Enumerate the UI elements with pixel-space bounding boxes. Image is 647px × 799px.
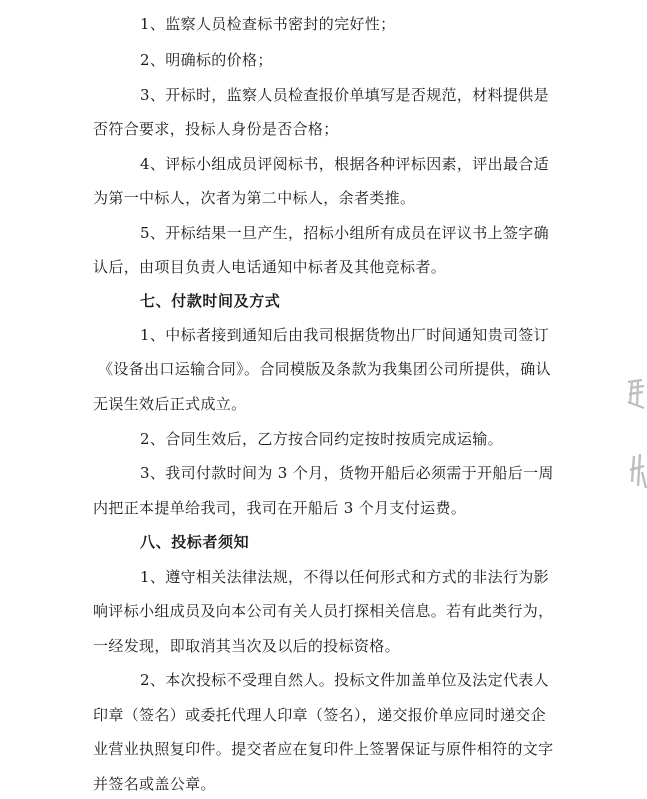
paragraph-line: 内把正本提单给我司，我司在开船后 3 个月支付运费。 (93, 499, 467, 517)
paragraph-line: 响评标小组成员及向本公司有关人员打探相关信息。若有此类行为， (93, 602, 554, 620)
paragraph-line: 为第一中标人，次者为第二中标人，余者类推。 (93, 189, 416, 207)
section-heading-payment: 七、付款时间及方式 (140, 292, 281, 310)
paragraph-line: 1、中标者接到通知后由我司根据货物出厂时间通知贵司签订 (140, 326, 549, 344)
paragraph-line: 认后，由项目负责人电话通知中标者及其他竞标者。 (93, 258, 447, 276)
paragraph-line: 《设备出口运输合同》。合同模版及条款为我集团公司所提供，确认 (98, 360, 552, 378)
paragraph-line: 否符合要求，投标人身份是否合格； (93, 120, 339, 138)
paragraph-line: 2、本次投标不受理自然人。投标文件加盖单位及法定代表人 (140, 671, 549, 689)
paragraph-line: 3、开标时，监察人员检查报价单填写是否规范，材料提供是 (140, 86, 549, 104)
paragraph-line: 印章（签名）或委托代理人印章（签名），递交报价单应同时递交企 (93, 706, 547, 724)
paragraph-line: 2、合同生效后，乙方按合同约定按时按质完成运输。 (140, 430, 503, 448)
paragraph-line: 无误生效后正式成立。 (93, 395, 247, 413)
paragraph-line: 3、我司付款时间为 3 个月，货物开船后必须需于开船后一周 (140, 464, 554, 482)
stamp-mark-icon (624, 378, 647, 412)
paragraph-line: 4、评标小组成员评阅标书，根据各种评标因素，评出最合适 (140, 155, 549, 173)
paragraph-line: 一经发现，即取消其当次及以后的投标资格。 (93, 637, 401, 655)
paragraph-line: 业营业执照复印件。提交者应在复印件上签署保证与原件相符的文字 (93, 740, 554, 758)
paragraph-line: 1、监察人员检查标书密封的完好性； (140, 15, 396, 33)
paragraph-line: 2、明确标的价格； (140, 51, 273, 69)
stamp-mark-icon (628, 452, 647, 492)
paragraph-line: 5、开标结果一旦产生，招标小组所有成员在评议书上签字确 (140, 224, 549, 242)
paragraph-line: 1、遵守相关法律法规，不得以任何形式和方式的非法行为影 (140, 568, 549, 586)
section-heading-bidder-notice: 八、投标者须知 (140, 533, 250, 551)
paragraph-line: 并签名或盖公章。 (93, 775, 216, 793)
